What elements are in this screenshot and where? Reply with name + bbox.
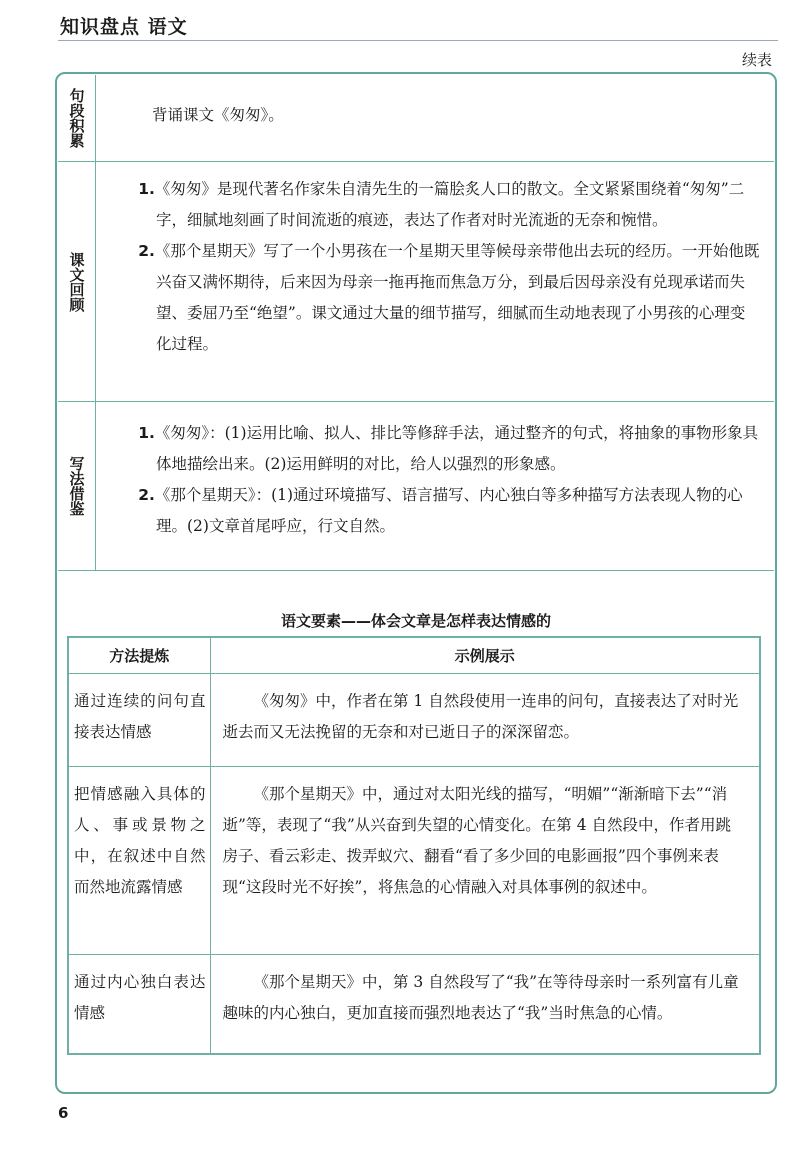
section-label: 课文回顾 <box>58 162 96 401</box>
continued-label: 续表 <box>741 51 772 69</box>
page-number: 6 <box>58 1104 69 1122</box>
column-header-example: 示例展示 <box>210 637 760 673</box>
method-cell: 通过连续的问句直接表达情感 <box>68 673 210 766</box>
section-item: 2.《那个星期天》：(1)通过环境描写、语言描写、内心独白等多种描写方法表现人物的心理。(2)文章首尾呼应，行文自然。 <box>138 486 743 535</box>
knowledge-table <box>58 75 774 571</box>
section-body <box>96 162 774 401</box>
section-label: 写法借鉴 <box>58 402 96 570</box>
section-label: 句段积累 <box>58 75 96 161</box>
table-row <box>68 766 760 954</box>
header-rule <box>58 40 778 41</box>
methods-table <box>67 636 761 1055</box>
section-row-writing-techniques <box>58 402 774 570</box>
section-item: 2.《那个星期天》写了一个小男孩在一个星期天里等候母亲带他出去玩的经历。一开始他既兴奋又满怀期待，后来因为母亲一拖再拖而焦急万分，到最后因母亲没有兑现承诺而失望、委屈乃至“绝望”。课文通过大量的细节描写，细腻而生动地表现了小男孩的心理变化过程。 <box>138 242 760 353</box>
method-cell: 通过内心独白表达情感 <box>68 954 210 1054</box>
section-divider <box>58 570 774 571</box>
section-item: 1.《匆匆》：(1)运用比喻、拟人、排比等修辞手法，通过整齐的句式，将抽象的事物形象具体地描绘出来。(2)运用鲜明的对比，给人以强烈的形象感。 <box>138 424 759 473</box>
table-header-row <box>68 637 760 673</box>
table-row <box>68 673 760 766</box>
method-cell: 把情感融入具体的人、事或景物之中，在叙述中自然而然地流露情感 <box>68 766 210 954</box>
elements-title: 语文要素——体会文章是怎样表达情感的 <box>280 612 551 630</box>
section-row-text-review <box>58 162 774 402</box>
section-item: 1.《匆匆》是现代著名作家朱自清先生的一篇脍炙人口的散文。全文紧紧围绕着“匆匆”二字，细腻地刻画了时间流逝的痕迹，表达了作者对时光流逝的无奈和惋惜。 <box>138 180 745 229</box>
section-body <box>96 75 774 161</box>
page-header-title: 知识盘点 语文 <box>60 16 188 38</box>
column-header-method: 方法提炼 <box>68 637 210 673</box>
section-body <box>96 402 774 570</box>
table-row <box>68 954 760 1054</box>
section-item: 背诵课文《匆匆》。 <box>152 106 284 124</box>
example-cell: 《那个星期天》中，通过对太阳光线的描写，“明媚”“渐渐暗下去”“消逝”等，表现了“我”从兴奋到失望的心情变化。在第 4 自然段中，作者用跳房子、看云彩走、拨弄蚁穴、翻看“看了多少回的电影画报”四个事例来表现“这段时光不好挨”，将焦急的心情融入对具体事例的叙述中。 <box>210 766 760 954</box>
example-cell: 《那个星期天》中，第 3 自然段写了“我”在等待母亲时一系列富有儿童趣味的内心独白，更加直接而强烈地表达了“我”当时焦急的心情。 <box>210 954 760 1054</box>
example-cell: 《匆匆》中，作者在第 1 自然段使用一连串的问句，直接表达了对时光逝去而又无法挽留的无奈和对已逝日子的深深留恋。 <box>210 673 760 766</box>
section-row-sentence-accumulation <box>58 75 774 162</box>
